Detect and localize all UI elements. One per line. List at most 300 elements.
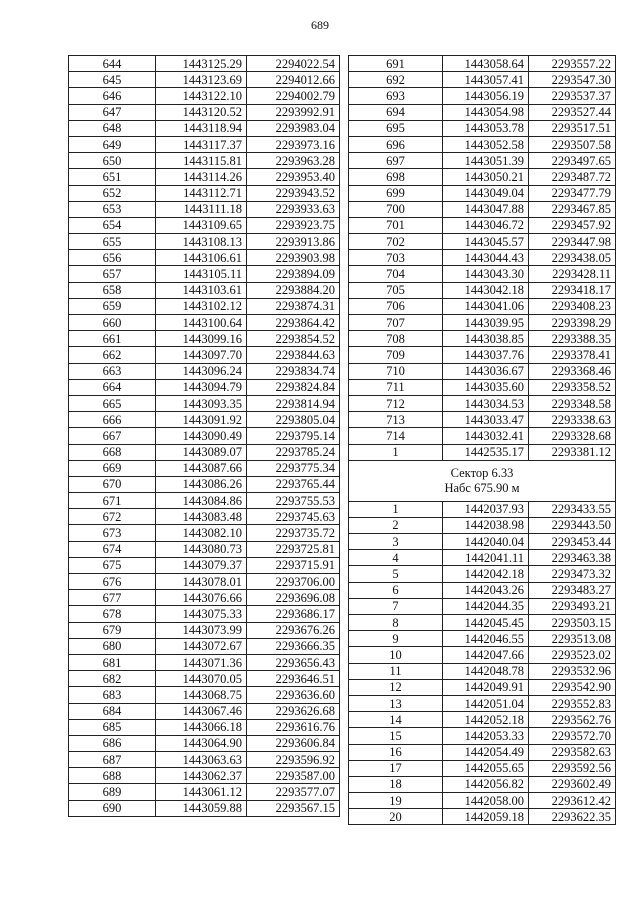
x-coordinate-cell: 1443106.61 xyxy=(156,250,247,266)
point-number-cell: 681 xyxy=(69,654,156,670)
y-coordinate-cell: 2293636.60 xyxy=(247,687,340,703)
y-coordinate-cell: 2293348.58 xyxy=(529,395,616,411)
point-number-cell: 10 xyxy=(349,647,443,663)
point-number-cell: 654 xyxy=(69,217,156,233)
x-coordinate-cell: 1442047.66 xyxy=(443,647,529,663)
point-number-cell: 676 xyxy=(69,574,156,590)
table-row xyxy=(349,72,616,88)
y-coordinate-cell: 2293894.09 xyxy=(247,266,340,282)
table-row xyxy=(349,517,616,533)
table-row xyxy=(69,234,340,250)
point-number-cell: 680 xyxy=(69,638,156,654)
x-coordinate-cell: 1443033.47 xyxy=(443,412,529,428)
y-coordinate-cell: 2293656.43 xyxy=(247,654,340,670)
x-coordinate-cell: 1443051.39 xyxy=(443,153,529,169)
y-coordinate-cell: 2293443.50 xyxy=(529,517,616,533)
point-number-cell: 679 xyxy=(69,622,156,638)
y-coordinate-cell: 2293884.20 xyxy=(247,282,340,298)
x-coordinate-cell: 1443035.60 xyxy=(443,379,529,395)
point-number-cell: 693 xyxy=(349,88,443,104)
point-number-cell: 688 xyxy=(69,768,156,784)
table-row xyxy=(69,735,340,751)
x-coordinate-cell: 1442053.33 xyxy=(443,728,529,744)
table-row xyxy=(69,104,340,120)
y-coordinate-cell: 2293513.08 xyxy=(529,631,616,647)
y-coordinate-cell: 2293368.46 xyxy=(529,363,616,379)
x-coordinate-cell: 1443045.57 xyxy=(443,234,529,250)
x-coordinate-cell: 1443125.29 xyxy=(156,56,247,72)
x-coordinate-cell: 1443111.18 xyxy=(156,201,247,217)
point-number-cell: 678 xyxy=(69,606,156,622)
y-coordinate-cell: 2293973.16 xyxy=(247,136,340,152)
y-coordinate-cell: 2293517.51 xyxy=(529,120,616,136)
y-coordinate-cell: 2294002.79 xyxy=(247,88,340,104)
table-row xyxy=(349,363,616,379)
point-number-cell: 671 xyxy=(69,493,156,509)
y-coordinate-cell: 2293953.40 xyxy=(247,169,340,185)
x-coordinate-cell: 1443041.06 xyxy=(443,298,529,314)
point-number-cell: 698 xyxy=(349,169,443,185)
point-number-cell: 700 xyxy=(349,201,443,217)
right-coordinates-table xyxy=(348,55,616,825)
x-coordinate-cell: 1443075.33 xyxy=(156,606,247,622)
point-number-cell: 665 xyxy=(69,395,156,411)
y-coordinate-cell: 2293616.76 xyxy=(247,719,340,735)
x-coordinate-cell: 1443034.53 xyxy=(443,395,529,411)
x-coordinate-cell: 1442055.65 xyxy=(443,760,529,776)
table-row xyxy=(69,752,340,768)
table-row xyxy=(69,557,340,573)
table-row xyxy=(69,315,340,331)
point-number-cell: 667 xyxy=(69,428,156,444)
point-number-cell: 683 xyxy=(69,687,156,703)
x-coordinate-cell: 1443091.92 xyxy=(156,412,247,428)
table-row xyxy=(69,250,340,266)
point-number-cell: 1 xyxy=(349,444,443,460)
y-coordinate-cell: 2293557.22 xyxy=(529,56,616,72)
x-coordinate-cell: 1443090.49 xyxy=(156,428,247,444)
y-coordinate-cell: 2293527.44 xyxy=(529,104,616,120)
table-row xyxy=(69,525,340,541)
y-coordinate-cell: 2293582.63 xyxy=(529,744,616,760)
table-row xyxy=(349,566,616,582)
point-number-cell: 647 xyxy=(69,104,156,120)
y-coordinate-cell: 2293463.38 xyxy=(529,550,616,566)
table-row xyxy=(69,638,340,654)
x-coordinate-cell: 1443083.48 xyxy=(156,509,247,525)
point-number-cell: 712 xyxy=(349,395,443,411)
y-coordinate-cell: 2293547.30 xyxy=(529,72,616,88)
x-coordinate-cell: 1443054.98 xyxy=(443,104,529,120)
table-row xyxy=(349,598,616,614)
y-coordinate-cell: 2293612.42 xyxy=(529,793,616,809)
y-coordinate-cell: 2293507.58 xyxy=(529,136,616,152)
table-row xyxy=(69,347,340,363)
table-row xyxy=(349,56,616,72)
x-coordinate-cell: 1442043.26 xyxy=(443,582,529,598)
point-number-cell: 17 xyxy=(349,760,443,776)
x-coordinate-cell: 1443061.12 xyxy=(156,784,247,800)
table-row xyxy=(349,428,616,444)
x-coordinate-cell: 1443056.19 xyxy=(443,88,529,104)
y-coordinate-cell: 2293686.17 xyxy=(247,606,340,622)
y-coordinate-cell: 2293433.55 xyxy=(529,501,616,517)
table-row xyxy=(69,509,340,525)
table-row xyxy=(69,185,340,201)
table-row xyxy=(349,793,616,809)
table-row xyxy=(69,768,340,784)
y-coordinate-cell: 2293408.23 xyxy=(529,298,616,314)
y-coordinate-cell: 2293814.94 xyxy=(247,395,340,411)
y-coordinate-cell: 2293537.37 xyxy=(529,88,616,104)
x-coordinate-cell: 1443071.36 xyxy=(156,654,247,670)
point-number-cell: 659 xyxy=(69,298,156,314)
table-row xyxy=(349,582,616,598)
x-coordinate-cell: 1443057.41 xyxy=(443,72,529,88)
y-coordinate-cell: 2293725.81 xyxy=(247,541,340,557)
point-number-cell: 696 xyxy=(349,136,443,152)
x-coordinate-cell: 1443115.81 xyxy=(156,153,247,169)
x-coordinate-cell: 1443118.94 xyxy=(156,120,247,136)
x-coordinate-cell: 1442049.91 xyxy=(443,679,529,695)
point-number-cell: 11 xyxy=(349,663,443,679)
y-coordinate-cell: 2293572.70 xyxy=(529,728,616,744)
y-coordinate-cell: 2293552.83 xyxy=(529,695,616,711)
x-coordinate-cell: 1443058.64 xyxy=(443,56,529,72)
table-row xyxy=(349,534,616,550)
point-number-cell: 704 xyxy=(349,266,443,282)
y-coordinate-cell: 2293438.05 xyxy=(529,250,616,266)
point-number-cell: 669 xyxy=(69,460,156,476)
y-coordinate-cell: 2293523.02 xyxy=(529,647,616,663)
point-number-cell: 1 xyxy=(349,501,443,517)
point-number-cell: 644 xyxy=(69,56,156,72)
y-coordinate-cell: 2293785.24 xyxy=(247,444,340,460)
table-row xyxy=(349,282,616,298)
x-coordinate-cell: 1443105.11 xyxy=(156,266,247,282)
x-coordinate-cell: 1443053.78 xyxy=(443,120,529,136)
point-number-cell: 6 xyxy=(349,582,443,598)
x-coordinate-cell: 1442044.35 xyxy=(443,598,529,614)
table-row xyxy=(69,412,340,428)
point-number-cell: 13 xyxy=(349,695,443,711)
table-row xyxy=(349,104,616,120)
x-coordinate-cell: 1443039.95 xyxy=(443,315,529,331)
table-row xyxy=(69,282,340,298)
right-table-body-after xyxy=(349,501,616,825)
y-coordinate-cell: 2293626.68 xyxy=(247,703,340,719)
point-number-cell: 682 xyxy=(69,671,156,687)
y-coordinate-cell: 2293923.75 xyxy=(247,217,340,233)
y-coordinate-cell: 2293477.79 xyxy=(529,185,616,201)
x-coordinate-cell: 1442048.78 xyxy=(443,663,529,679)
x-coordinate-cell: 1442054.49 xyxy=(443,744,529,760)
x-coordinate-cell: 1442042.18 xyxy=(443,566,529,582)
y-coordinate-cell: 2293834.74 xyxy=(247,363,340,379)
x-coordinate-cell: 1443112.71 xyxy=(156,185,247,201)
point-number-cell: 707 xyxy=(349,315,443,331)
table-row xyxy=(69,622,340,638)
table-row xyxy=(69,784,340,800)
point-number-cell: 684 xyxy=(69,703,156,719)
table-row xyxy=(69,476,340,492)
point-number-cell: 674 xyxy=(69,541,156,557)
x-coordinate-cell: 1443117.37 xyxy=(156,136,247,152)
point-number-cell: 666 xyxy=(69,412,156,428)
point-number-cell: 701 xyxy=(349,217,443,233)
y-coordinate-cell: 2293428.11 xyxy=(529,266,616,282)
sector-title: Сектор 6.33 xyxy=(450,465,514,480)
x-coordinate-cell: 1443094.79 xyxy=(156,379,247,395)
point-number-cell: 664 xyxy=(69,379,156,395)
table-row xyxy=(69,541,340,557)
x-coordinate-cell: 1443036.67 xyxy=(443,363,529,379)
table-row xyxy=(69,88,340,104)
y-coordinate-cell: 2293602.49 xyxy=(529,776,616,792)
point-number-cell: 646 xyxy=(69,88,156,104)
y-coordinate-cell: 2293378.41 xyxy=(529,347,616,363)
y-coordinate-cell: 2293587.00 xyxy=(247,768,340,784)
y-coordinate-cell: 2293592.56 xyxy=(529,760,616,776)
point-number-cell: 16 xyxy=(349,744,443,760)
point-number-cell: 692 xyxy=(349,72,443,88)
table-row xyxy=(349,744,616,760)
x-coordinate-cell: 1443063.63 xyxy=(156,752,247,768)
point-number-cell: 652 xyxy=(69,185,156,201)
table-row xyxy=(69,460,340,476)
point-number-cell: 7 xyxy=(349,598,443,614)
y-coordinate-cell: 2293622.35 xyxy=(529,809,616,825)
point-number-cell: 710 xyxy=(349,363,443,379)
table-row xyxy=(69,703,340,719)
x-coordinate-cell: 1442056.82 xyxy=(443,776,529,792)
table-row xyxy=(69,331,340,347)
x-coordinate-cell: 1442045.45 xyxy=(443,615,529,631)
y-coordinate-cell: 2293666.35 xyxy=(247,638,340,654)
y-coordinate-cell: 2293328.68 xyxy=(529,428,616,444)
point-number-cell: 658 xyxy=(69,282,156,298)
x-coordinate-cell: 1443067.46 xyxy=(156,703,247,719)
table-row xyxy=(349,776,616,792)
x-coordinate-cell: 1442051.04 xyxy=(443,695,529,711)
point-number-cell: 663 xyxy=(69,363,156,379)
x-coordinate-cell: 1443066.18 xyxy=(156,719,247,735)
y-coordinate-cell: 2293745.63 xyxy=(247,509,340,525)
point-number-cell: 662 xyxy=(69,347,156,363)
point-number-cell: 686 xyxy=(69,735,156,751)
point-number-cell: 14 xyxy=(349,712,443,728)
table-row xyxy=(349,217,616,233)
x-coordinate-cell: 1443093.35 xyxy=(156,395,247,411)
point-number-cell: 15 xyxy=(349,728,443,744)
y-coordinate-cell: 2294012.66 xyxy=(247,72,340,88)
sector-header-group xyxy=(349,460,616,501)
y-coordinate-cell: 2293706.00 xyxy=(247,574,340,590)
point-number-cell: 8 xyxy=(349,615,443,631)
point-number-cell: 677 xyxy=(69,590,156,606)
y-coordinate-cell: 2293447.98 xyxy=(529,234,616,250)
table-row xyxy=(349,120,616,136)
x-coordinate-cell: 1443087.66 xyxy=(156,460,247,476)
point-number-cell: 655 xyxy=(69,234,156,250)
left-coordinates-table xyxy=(68,55,340,817)
y-coordinate-cell: 2293943.52 xyxy=(247,185,340,201)
x-coordinate-cell: 1442052.18 xyxy=(443,712,529,728)
table-row xyxy=(69,395,340,411)
point-number-cell: 703 xyxy=(349,250,443,266)
x-coordinate-cell: 1443064.90 xyxy=(156,735,247,751)
table-row xyxy=(349,379,616,395)
y-coordinate-cell: 2293487.72 xyxy=(529,169,616,185)
table-row xyxy=(349,153,616,169)
point-number-cell: 656 xyxy=(69,250,156,266)
point-number-cell: 649 xyxy=(69,136,156,152)
table-row xyxy=(349,395,616,411)
table-row xyxy=(69,590,340,606)
table-row xyxy=(69,493,340,509)
point-number-cell: 672 xyxy=(69,509,156,525)
x-coordinate-cell: 1443086.26 xyxy=(156,476,247,492)
x-coordinate-cell: 1443070.05 xyxy=(156,671,247,687)
x-coordinate-cell: 1443109.65 xyxy=(156,217,247,233)
point-number-cell: 12 xyxy=(349,679,443,695)
table-row xyxy=(349,298,616,314)
x-coordinate-cell: 1443032.41 xyxy=(443,428,529,444)
y-coordinate-cell: 2293606.84 xyxy=(247,735,340,751)
y-coordinate-cell: 2293532.96 xyxy=(529,663,616,679)
x-coordinate-cell: 1443100.64 xyxy=(156,315,247,331)
table-row xyxy=(69,169,340,185)
x-coordinate-cell: 1443079.37 xyxy=(156,557,247,573)
table-row xyxy=(349,88,616,104)
y-coordinate-cell: 2293765.44 xyxy=(247,476,340,492)
y-coordinate-cell: 2293457.92 xyxy=(529,217,616,233)
table-row xyxy=(349,201,616,217)
point-number-cell: 20 xyxy=(349,809,443,825)
table-row xyxy=(69,72,340,88)
x-coordinate-cell: 1443120.52 xyxy=(156,104,247,120)
point-number-cell: 651 xyxy=(69,169,156,185)
point-number-cell: 670 xyxy=(69,476,156,492)
x-coordinate-cell: 1443122.10 xyxy=(156,88,247,104)
table-row xyxy=(349,663,616,679)
table-row xyxy=(349,631,616,647)
y-coordinate-cell: 2293864.42 xyxy=(247,315,340,331)
point-number-cell: 661 xyxy=(69,331,156,347)
y-coordinate-cell: 2293503.15 xyxy=(529,615,616,631)
point-number-cell: 691 xyxy=(349,56,443,72)
x-coordinate-cell: 1442059.18 xyxy=(443,809,529,825)
point-number-cell: 699 xyxy=(349,185,443,201)
x-coordinate-cell: 1443062.37 xyxy=(156,768,247,784)
table-row xyxy=(69,800,340,816)
point-number-cell: 19 xyxy=(349,793,443,809)
point-number-cell: 18 xyxy=(349,776,443,792)
table-row xyxy=(69,217,340,233)
y-coordinate-cell: 2293755.53 xyxy=(247,493,340,509)
x-coordinate-cell: 1443078.01 xyxy=(156,574,247,590)
table-row xyxy=(349,615,616,631)
table-row xyxy=(349,266,616,282)
point-number-cell: 694 xyxy=(349,104,443,120)
x-coordinate-cell: 1442037.93 xyxy=(443,501,529,517)
x-coordinate-cell: 1442058.00 xyxy=(443,793,529,809)
table-row xyxy=(349,234,616,250)
point-number-cell: 713 xyxy=(349,412,443,428)
x-coordinate-cell: 1442041.11 xyxy=(443,550,529,566)
y-coordinate-cell: 2293338.63 xyxy=(529,412,616,428)
x-coordinate-cell: 1443108.13 xyxy=(156,234,247,250)
x-coordinate-cell: 1443052.58 xyxy=(443,136,529,152)
x-coordinate-cell: 1443043.30 xyxy=(443,266,529,282)
sector-header-cell xyxy=(349,460,616,501)
x-coordinate-cell: 1443089.07 xyxy=(156,444,247,460)
y-coordinate-cell: 2293596.92 xyxy=(247,752,340,768)
x-coordinate-cell: 1442046.55 xyxy=(443,631,529,647)
table-row xyxy=(69,606,340,622)
left-table-body xyxy=(69,56,340,817)
y-coordinate-cell: 2293358.52 xyxy=(529,379,616,395)
y-coordinate-cell: 2293824.84 xyxy=(247,379,340,395)
x-coordinate-cell: 1443050.21 xyxy=(443,169,529,185)
point-number-cell: 660 xyxy=(69,315,156,331)
table-row xyxy=(349,647,616,663)
table-row xyxy=(349,728,616,744)
y-coordinate-cell: 2293963.28 xyxy=(247,153,340,169)
point-number-cell: 690 xyxy=(69,800,156,816)
x-coordinate-cell: 1443076.66 xyxy=(156,590,247,606)
point-number-cell: 708 xyxy=(349,331,443,347)
y-coordinate-cell: 2293696.08 xyxy=(247,590,340,606)
y-coordinate-cell: 2293676.26 xyxy=(247,622,340,638)
x-coordinate-cell: 1443046.72 xyxy=(443,217,529,233)
point-number-cell: 648 xyxy=(69,120,156,136)
point-number-cell: 5 xyxy=(349,566,443,582)
point-number-cell: 709 xyxy=(349,347,443,363)
table-row xyxy=(349,712,616,728)
x-coordinate-cell: 1443096.24 xyxy=(156,363,247,379)
point-number-cell: 657 xyxy=(69,266,156,282)
point-number-cell: 645 xyxy=(69,72,156,88)
point-number-cell: 673 xyxy=(69,525,156,541)
x-coordinate-cell: 1442535.17 xyxy=(443,444,529,460)
table-row xyxy=(349,809,616,825)
table-row xyxy=(69,379,340,395)
x-coordinate-cell: 1443102.12 xyxy=(156,298,247,314)
sector-subtitle: Набс 675.90 м xyxy=(444,480,520,495)
table-row xyxy=(69,363,340,379)
point-number-cell: 695 xyxy=(349,120,443,136)
x-coordinate-cell: 1443080.73 xyxy=(156,541,247,557)
point-number-cell: 9 xyxy=(349,631,443,647)
y-coordinate-cell: 2293854.52 xyxy=(247,331,340,347)
y-coordinate-cell: 2293493.21 xyxy=(529,598,616,614)
point-number-cell: 689 xyxy=(69,784,156,800)
y-coordinate-cell: 2293795.14 xyxy=(247,428,340,444)
table-row xyxy=(69,428,340,444)
table-row xyxy=(349,185,616,201)
y-coordinate-cell: 2293844.63 xyxy=(247,347,340,363)
y-coordinate-cell: 2293913.86 xyxy=(247,234,340,250)
y-coordinate-cell: 2293903.98 xyxy=(247,250,340,266)
table-row xyxy=(69,120,340,136)
table-row xyxy=(349,760,616,776)
table-row xyxy=(69,687,340,703)
page-number: 689 xyxy=(311,18,329,32)
point-number-cell: 675 xyxy=(69,557,156,573)
x-coordinate-cell: 1443059.88 xyxy=(156,800,247,816)
x-coordinate-cell: 1443042.18 xyxy=(443,282,529,298)
